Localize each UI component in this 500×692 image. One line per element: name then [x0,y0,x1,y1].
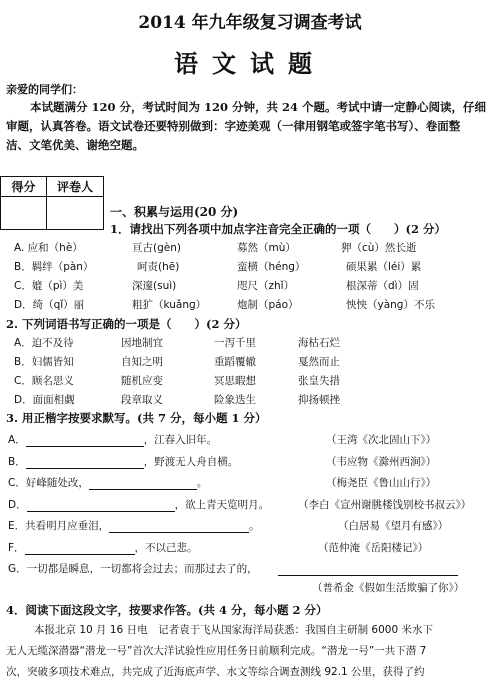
section-heading: 一、积累与运用(20 分) [110,205,239,219]
q2-stem: 2. 下列词语书写正确的一项是（ ）(2 分） [6,317,247,331]
option-b2: 呵责(hē) [137,261,180,273]
fill-item-b [8,454,238,469]
instruction-line: 审题，认真答卷。语文试卷还要特别做到：字迹美观（一律用钢笔或签字笔书写）、卷面整 [6,119,461,133]
option-b4: 硕果累（léi）累 [346,261,422,273]
option-a4: 海枯石烂 [298,337,340,349]
source: （普希金《假如生活欺骗了你》） [312,582,465,594]
source: （梅尧臣《鲁山山行》） [326,477,437,489]
option-c1[interactable]: C．顾名思义 [14,375,74,387]
option-c4: 张皇失措 [298,375,340,387]
answer-blank[interactable] [89,489,197,490]
option-c3: 咫尺（zhǐ） [237,280,295,292]
source: （李白《宣州谢朓楼饯别校书叔云》） [298,499,472,511]
option-c2: 随机应变 [121,375,163,387]
score-cell[interactable] [1,197,47,230]
option-a1[interactable]: A. 应和（hè） [14,242,83,254]
option-d2: 段章取义 [121,394,163,406]
answer-blank[interactable] [27,511,175,512]
passage-line: 无人无缆深潜器“潜龙一号”首次大洋试验性应用任务日前顺利完成。“潜龙一号”一共下潜 7 [6,645,427,657]
fill-item-a [8,432,217,447]
option-c3: 冥思暇想 [214,375,256,387]
option-d3: 险象迭生 [214,394,256,406]
answer-blank[interactable] [26,468,144,469]
instruction-line: 本试题满分 120 分，考试时间为 120 分钟，共 24 个题。考试中请一定静心阅读，仔细 [30,100,487,114]
item-text: ，不以己悲。 [134,542,198,554]
instruction-line: 洁、文笔优美、谢绝空题。 [6,138,144,152]
item-label: B． [8,456,26,468]
source: （韦应物《滁州西涧》） [326,456,437,468]
option-c1[interactable]: C．媲（pì）美 [14,280,84,292]
option-a3: 募然（mù） [237,242,296,254]
item-text: G．一切都是瞬息，一切都将会过去；而那过去了的， [8,563,258,575]
option-a1[interactable]: A．迫不及待 [14,337,74,349]
option-b2: 自知之明 [121,356,163,368]
fill-item-e [8,518,260,533]
passage-line: 本报北京 10 月 16 日电 记者袁于飞从国家海洋局获悉：我国自主研制 6000 米水下 [34,624,433,636]
q1-stem: 1．请找出下列各项中加点字注音完全正确的一项（ ）(2 分） [110,222,446,236]
q4-stem: 4．阅读下面这段文字，按要求作答。(共 4 分，每小题 2 分） [6,603,328,617]
fill-item-c [8,475,207,490]
source: （范仲淹《岳阳楼记》） [318,542,429,554]
option-a2: 因地制宜 [121,337,163,349]
option-b4: 戛然而止 [298,356,340,368]
exam-title: 2014 年九年级复习调查考试 [138,13,362,33]
option-d3: 炮制（páo） [237,299,299,311]
score-table [0,176,104,230]
option-d1[interactable]: D．绮（qǐ）丽 [14,299,85,311]
source: （白居易《望月有感》） [338,520,449,532]
answer-blank[interactable] [278,575,458,576]
item-label: D． [8,499,27,511]
option-a2: 亘古(gèn) [132,242,181,254]
option-d4: 抑扬顿挫 [298,394,340,406]
option-a3: 一泻千里 [214,337,256,349]
option-a4: 狎（cù）然长逝 [341,242,417,254]
source: （王湾《次北固山下》） [326,434,437,446]
instructions-block [6,98,494,155]
greeting: 亲爱的同学们： [6,83,83,96]
item-label: F． [8,542,25,554]
answer-blank[interactable] [26,446,144,447]
score-header: 得分 [1,177,47,197]
fill-item-f [8,540,198,555]
fill-item-d [8,497,269,512]
fill-item-g [8,561,458,576]
answer-blank[interactable] [109,532,249,533]
option-c2: 深邃(suì) [132,280,177,292]
subject-title: 语文试题 [174,49,326,78]
option-c4: 根深蒂（dì）固 [346,280,419,292]
grader-cell[interactable] [47,197,104,230]
option-d1[interactable]: D．面面相觑 [14,394,75,406]
option-b1[interactable]: B．羁绊（pàn） [14,261,94,273]
item-label: C．好峰随处改， [8,477,89,489]
option-d2: 粗犷（kuǎnɡ） [132,299,207,311]
option-d4: 怏怏（yànɡ）不乐 [346,299,435,311]
item-text: 。 [249,520,260,532]
option-b3: 重蹈覆辙 [214,356,256,368]
grader-header: 评卷人 [47,177,104,197]
option-b1[interactable]: B．妇儒皆知 [14,356,74,368]
q3-stem: 3. 用正楷字按要求默写。(共 7 分，每小题 1 分） [6,411,267,425]
item-text: 。 [196,477,208,489]
passage-line: 次，突破多项技术难点，共完成了近海底声学、水文等综合调查测线 92.1 公里，获得了约 [6,666,425,678]
item-label: A． [8,434,26,446]
item-text: ，野渡无人舟自横。 [143,456,239,468]
item-text: ，江春入旧年。 [143,434,218,446]
answer-blank[interactable] [25,554,135,555]
option-b3: 蛮横（hénɡ） [237,261,306,273]
item-label: E．共看明月应垂泪， [8,520,110,532]
item-text: ，欲上青天览明月。 [174,499,270,511]
